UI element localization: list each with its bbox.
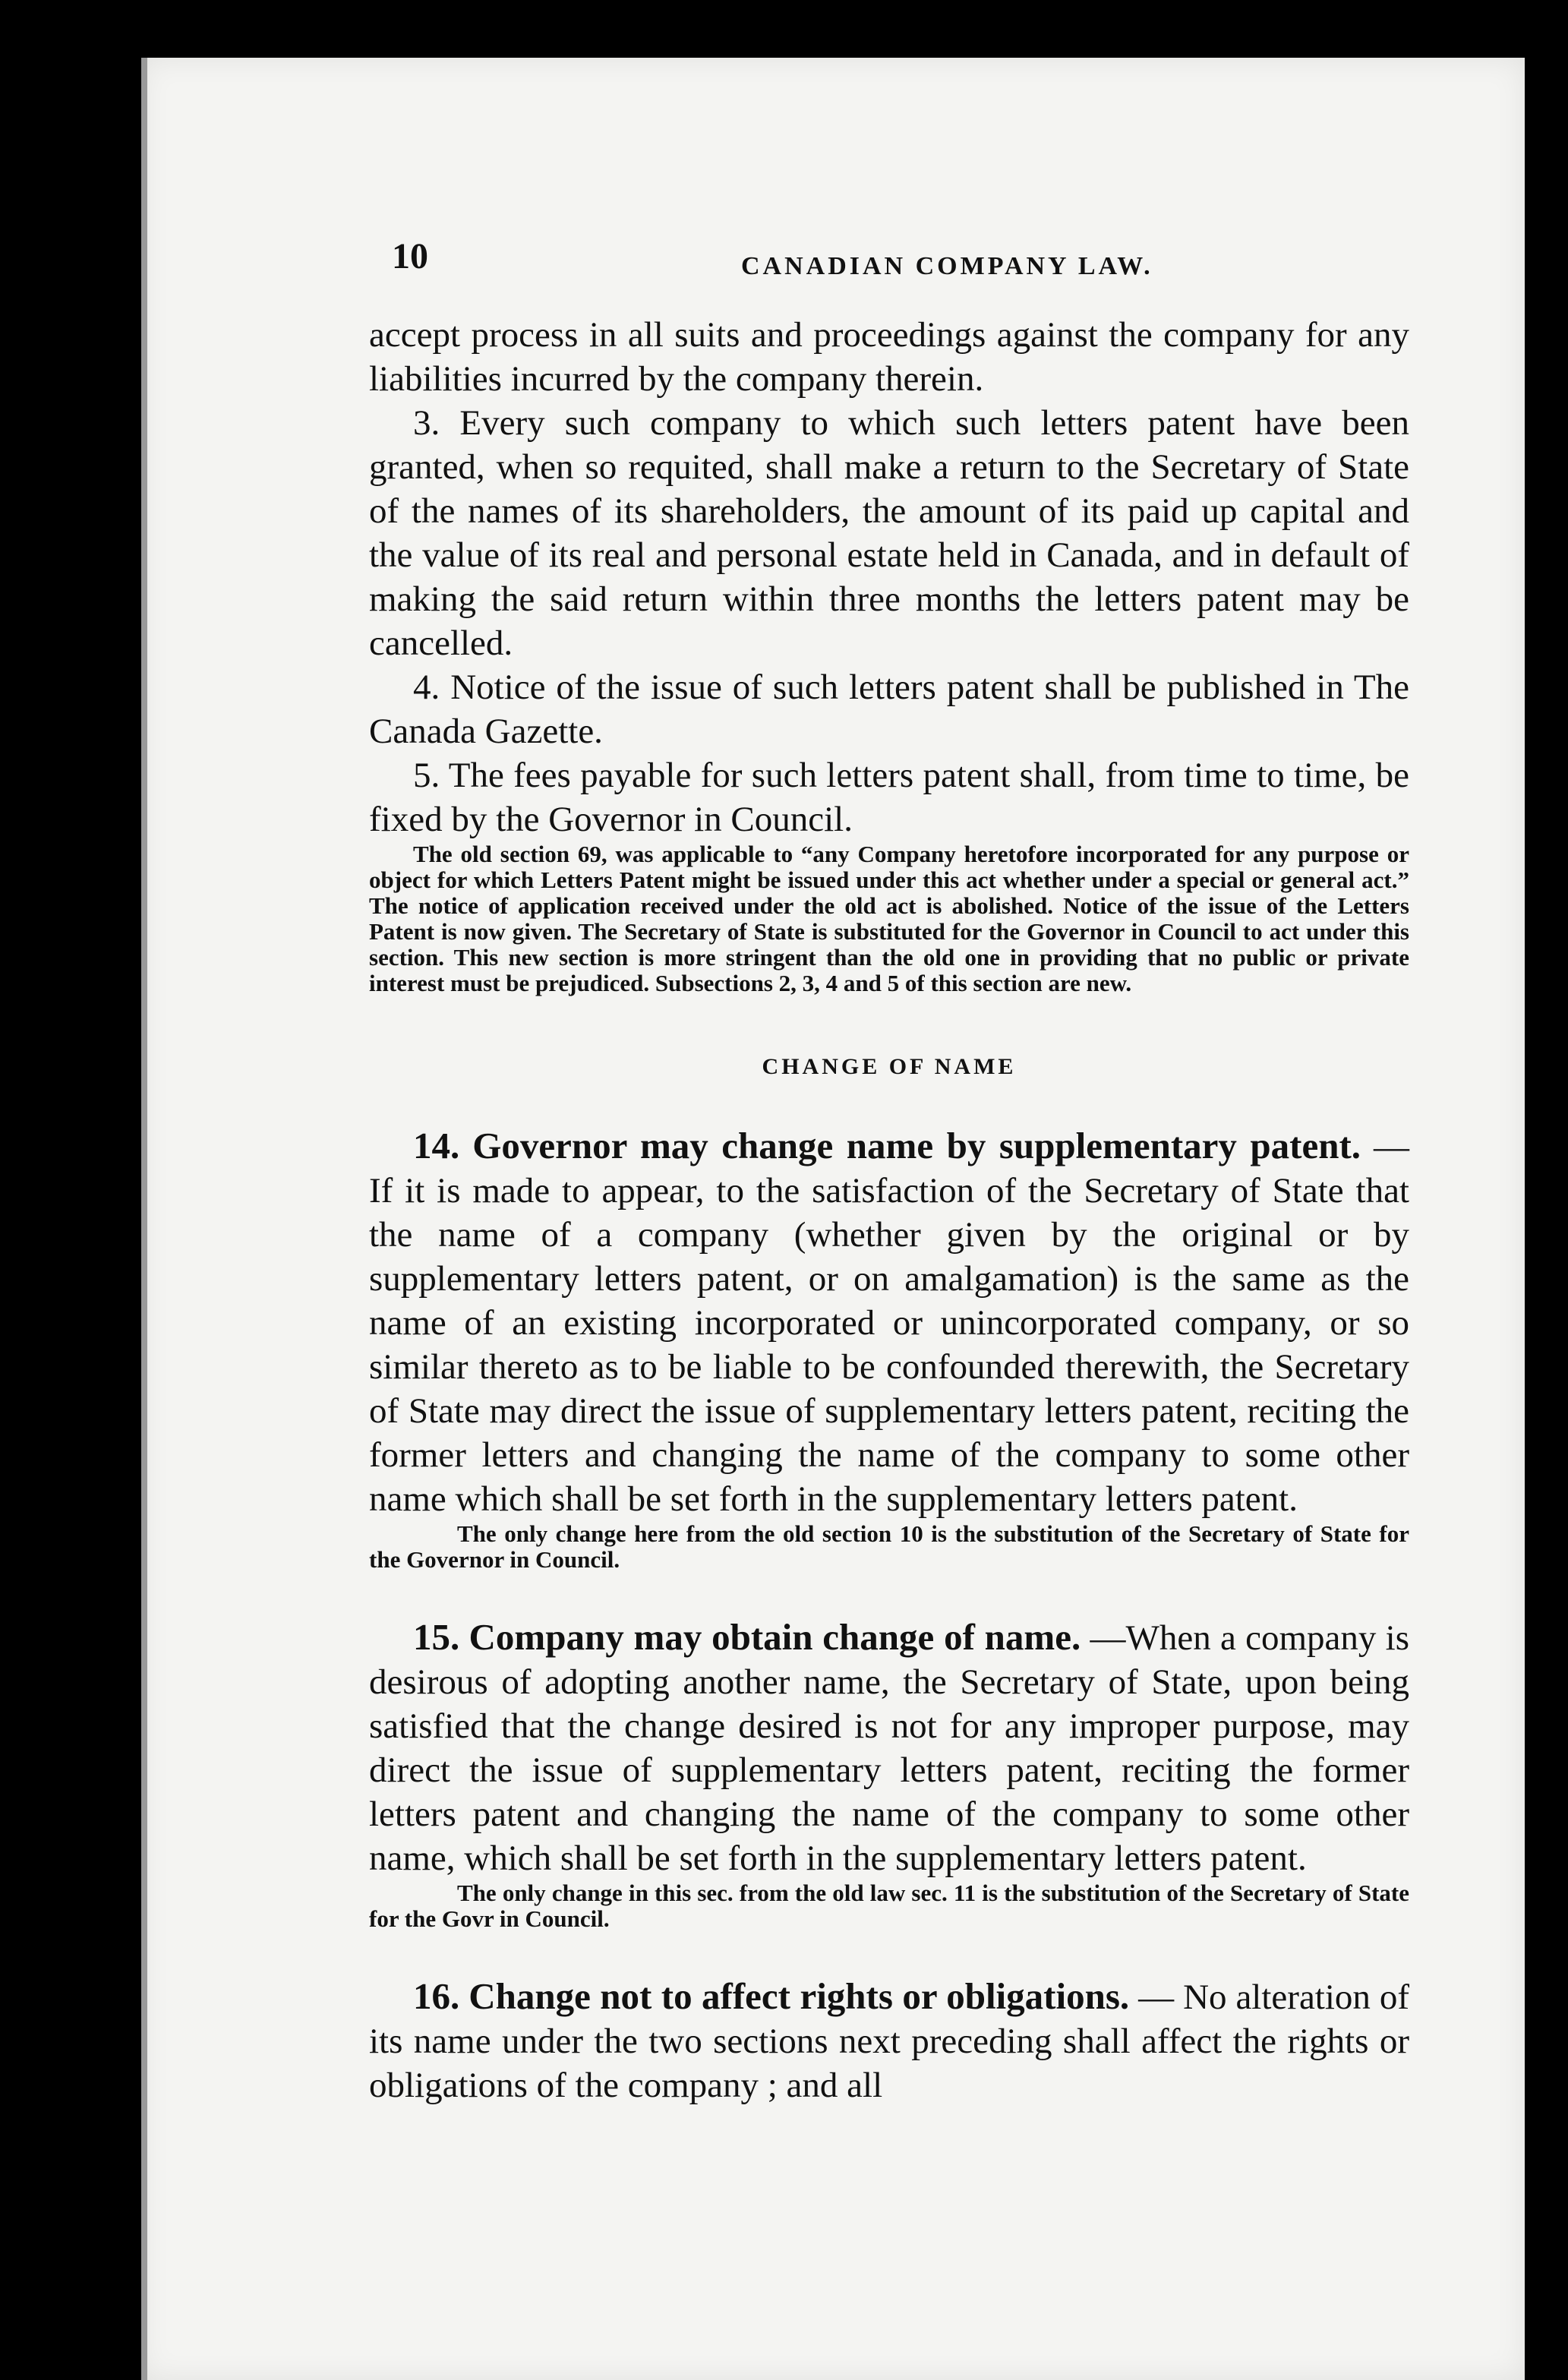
section-title: Company may obtain change of name. bbox=[469, 1616, 1081, 1658]
section-15 bbox=[369, 1615, 1409, 1932]
section-text: — If it is made to appear, to the satisfaction of the Secretary of State that the name of a company (whether given by the original or by supplementary letters patent, or on amalgamation) is the same as the name of an existing incorporated or unincorporated company, or so similar thereto as to be liable to be confounded therewith, the Secretary of State may direct the issue of supplementary letters patent, reciting the former letters and changing the name of the company to some other name which shall be set forth in the supplementary letters patent. bbox=[369, 1127, 1410, 1519]
continuation-paragraph: accept process in all suits and proceedings against the company for any liabilities incurred by the company therein. bbox=[369, 315, 1409, 399]
section-16 bbox=[369, 1974, 1409, 2107]
paragraph-3: 3. Every such company to which such letters patent have been granted, when so requited, shall make a return to the Secretary of State of the names of its shareholders, the amount of its paid up capital and the value of its real and personal estate held in Canada, and in default of making the said return within three months the letters patent may be cancelled. bbox=[369, 403, 1409, 663]
section-note: The only change here from the old section 10 is the substitution of the Secretary of State for the Governor in Council. bbox=[369, 1520, 1409, 1573]
page-number: 10 bbox=[392, 236, 428, 276]
section-number: 14. bbox=[413, 1125, 460, 1166]
running-head: CANADIAN COMPANY LAW. bbox=[741, 252, 1153, 280]
section-title: Change not to affect rights or obligations. bbox=[469, 1975, 1130, 2017]
paragraph-5: 5. The fees payable for such letters patent shall, from time to time, be fixed by the Governor in Council. bbox=[369, 756, 1409, 839]
page-body bbox=[369, 313, 1409, 2107]
section-title: Governor may change name by supplementary patent. bbox=[472, 1125, 1361, 1166]
paragraph-4: 4. Notice of the issue of such letters patent shall be published in The Canada Gazette. bbox=[369, 668, 1409, 751]
section-text: —When a company is desirous of adopting another name, the Secretary of State, upon being satisfied that the change desired is not for any improper purpose, may direct the issue of supplementary letters patent, reciting the former letters patent and changing the name of the company to some other name, which shall be set forth in the supplementary letters patent. bbox=[369, 1618, 1410, 1878]
subheading: CHANGE OF NAME bbox=[762, 1054, 1017, 1079]
section-number: 16. bbox=[413, 1975, 460, 2017]
page-edge bbox=[141, 58, 147, 2380]
section-text: — No alteration of its name under the two sections next preceding shall affect the rights or obligations of the company ; and all bbox=[369, 1978, 1410, 2105]
section-14 bbox=[369, 1124, 1409, 1573]
section-note: The only change in this sec. from the old law sec. 11 is the substitution of the Secretary of State for the Govr in Council. bbox=[369, 1880, 1409, 1932]
section-number: 15. bbox=[413, 1616, 460, 1658]
note-text: The old section 69, was applicable to “any Company heretofore incorporated for any purpose or object for which Letters Patent might be issued under this act whether under a special or general act.” The notice of application received under the old act is abolished. Notice of the issue of the Letters Patent is now given. The Secretary of State is substituted for the Governor in Council to act under this section. This new section is more stringent than the old one in providing that no public or private interest must be prejudiced. Subsections 2, 3, 4 and 5 of this section are new. bbox=[369, 841, 1409, 996]
note-section-13 bbox=[369, 841, 1409, 996]
